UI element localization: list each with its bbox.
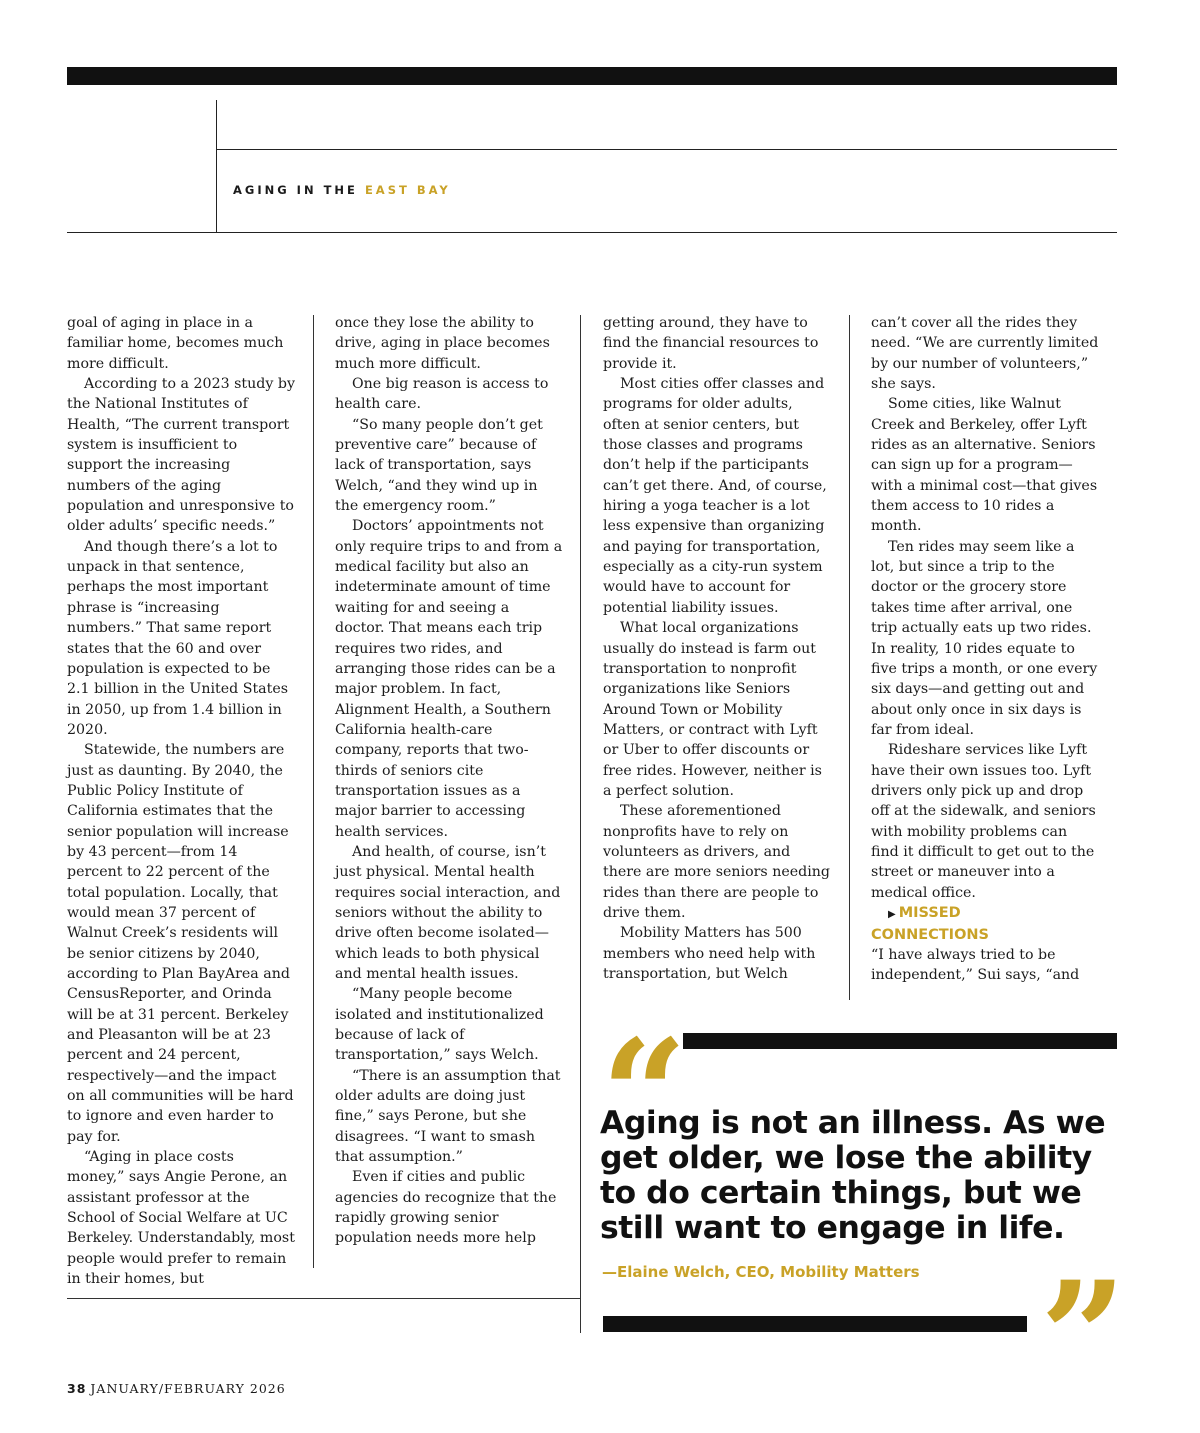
column-rule	[313, 315, 314, 1268]
paragraph: “There is an assumption that older adults are doing just fine,” says Perone, but she disagrees. “I want to smash that assumption.”	[335, 1067, 561, 1166]
paragraph: One big reason is access to health care.	[335, 376, 549, 413]
paragraph: once they lose the ability to drive, aging in place becomes much more difficult.	[335, 315, 550, 372]
header-rule-bottom	[67, 232, 1117, 233]
paragraph: Most cities offer classes and programs for older adults, often at senior centers, but those classes and programs don’t help if the participants can’t get there. And, of course, hiring a yoga teacher is a lot less expensive than organizing and paying for transportation, especially as a city-run system would have to account for potential liability issues.	[603, 376, 827, 616]
paragraph: Some cities, like Walnut Creek and Berkeley, offer Lyft rides as an alternative. Seniors can sign up for a program—with a minimal cost—that gives them access to 10 rides a month.	[871, 396, 1098, 535]
bottom-rule	[67, 1298, 581, 1299]
subhead	[871, 903, 1099, 945]
pull-quote-attribution: —Elaine Welch, CEO, Mobility Matters	[602, 1263, 920, 1281]
paragraph: getting around, they have to find the financial resources to provide it.	[603, 315, 819, 372]
article-column-1	[67, 313, 295, 1290]
paragraph: “Aging in place costs money,” says Angie Perone, an assistant professor at the School of Social Welfare at UC Berkeley. Understandably, most people would prefer to remain in their homes, but	[67, 1149, 295, 1288]
page-number: 38	[67, 1381, 87, 1396]
section-label-prefix: AGING IN THE	[233, 183, 358, 197]
paragraph: Ten rides may seem like a lot, but since a trip to the doctor or the grocery store takes time after arrival, one trip actually eats up two rides. In reality, 10 rides equate to five trips a month, or one every six days—and getting out and about only once in six days is far from ideal.	[871, 538, 1098, 738]
subhead-arrow-icon: ▶	[888, 908, 896, 920]
article-column-3	[603, 313, 831, 984]
pull-quote: Aging is not an illness. As we get older, we lose the ability to do certain things, but we still want to engage in life.	[600, 1105, 1106, 1246]
paragraph: goal of aging in place in a familiar home, becomes much more difficult.	[67, 315, 284, 372]
section-label	[233, 183, 451, 197]
pull-quote-bar-bottom	[603, 1316, 1027, 1332]
paragraph: These aforementioned nonprofits have to rely on volunteers as drivers, and there are more seniors needing rides than there are people to drive them.	[603, 803, 830, 921]
pull-quote-bar-top	[683, 1033, 1117, 1049]
issue-date: JANUARY/FEBRUARY 2026	[90, 1381, 286, 1396]
paragraph: Doctors’ appointments not only require trips to and from a medical facility but also an indeterminate amount of time waiting for and seeing a doctor. That means each trip requires two rides, and arranging those rides can be a major problem. In fact, Alignment Health, a Southern California health-care company, reports that two-thirds of seniors cite transportation issues as a major barrier to accessing health services.	[335, 518, 563, 840]
column-rule	[849, 315, 850, 1000]
paragraph: And though there’s a lot to unpack in that sentence, perhaps the most important phrase is “increasing numbers.” That same report states that the 60 and over population is expected to be 2.1 billion in the United States in 2050, up from 1.4 billion in 2020.	[67, 538, 289, 738]
open-quote-icon: “	[601, 1007, 678, 1183]
paragraph: “So many people don’t get preventive care” because of lack of transportation, says Welch, “and they wind up in the emergency room.”	[335, 416, 543, 515]
paragraph: Statewide, the numbers are just as daunting. By 2040, the Public Policy Institute of California estimates that the senior population will increase by 43 percent—from 14 percent to 22 percent of the total population. Locally, that would mean 37 percent of Walnut Creek’s residents will be senior citizens by 2040, according to Plan BayArea and CensusReporter, and Orinda will be at 31 percent. Berkeley and Pleasanton will be at 23 percent and 24 percent, respectively—and the impact on all communities will be hard to ignore and even harder to pay for.	[67, 742, 294, 1145]
column-rule	[580, 315, 581, 1333]
subhead-line-2: CONNECTIONS	[871, 926, 989, 943]
paragraph: According to a 2023 study by the National Institutes of Health, “The current transport system is insufficient to support the increasing numbers of the aging population and unresponsive to older adults’ specific needs.”	[67, 376, 295, 535]
paragraph: “I have always tried to be independent,” Sui says, “and	[871, 946, 1080, 984]
header-vertical-rule	[216, 100, 217, 232]
article-column-2	[335, 313, 563, 1249]
page-folio	[67, 1381, 286, 1396]
paragraph: “Many people become isolated and institutionalized because of lack of transportation,” says Welch.	[335, 986, 544, 1064]
section-label-accent: EAST BAY	[364, 183, 451, 197]
subhead-line-1: MISSED	[898, 904, 961, 921]
paragraph: What local organizations usually do instead is farm out transportation to nonprofit organizations like Seniors Around Town or Mobility Matters, or contract with Lyft or Uber to offer discounts or free rides. However, neither is a perfect solution.	[603, 620, 822, 799]
article-column-4	[871, 313, 1099, 986]
paragraph: And health, of course, isn’t just physical. Mental health requires social interaction, and seniors without the ability to drive often become isolated—which leads to both physical and mental health issues.	[335, 843, 561, 982]
paragraph: Even if cities and public agencies do recognize that the rapidly growing senior population needs more help	[335, 1169, 557, 1247]
paragraph: Rideshare services like Lyft have their own issues too. Lyft drivers only pick up and drop off at the sidewalk, and seniors with mobility problems can find it difficult to get out to the street or maneuver into a medical office.	[871, 742, 1096, 901]
top-rule-bar	[67, 67, 1117, 85]
close-quote-icon: ”	[1040, 1249, 1117, 1425]
paragraph: can’t cover all the rides they need. “We are currently limited by our number of volunteers,” she says.	[871, 315, 1099, 393]
paragraph: Mobility Matters has 500 members who need help with transportation, but Welch	[603, 925, 816, 982]
header-rule	[217, 149, 1117, 150]
